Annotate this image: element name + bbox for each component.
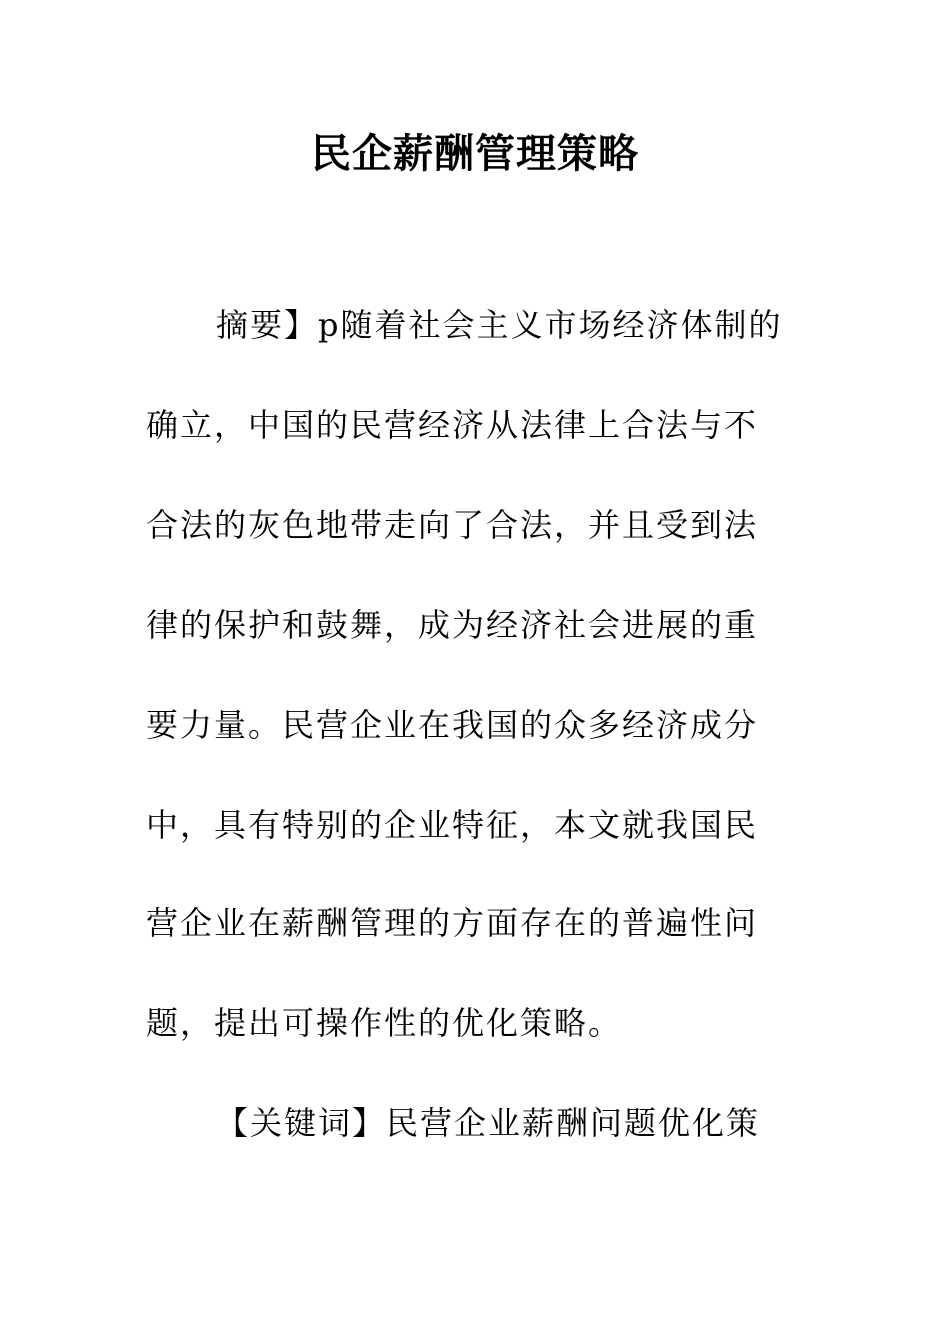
- abstract-line-3: 合法的灰色地带走向了合法，并且受到法: [146, 506, 759, 544]
- abstract-line-2: 确立，中国的民营经济从法律上合法与不: [146, 406, 759, 444]
- abstract-line-8: 题，提出可操作性的优化策略。: [146, 1004, 623, 1042]
- abstract-line-7: 营企业在薪酬管理的方面存在的普遍性问: [146, 904, 759, 942]
- keywords-line: 【关键词】民营企业薪酬问题优化策: [216, 1104, 761, 1142]
- abstract-line-1: 摘要】p随着社会主义市场经济体制的: [216, 306, 783, 344]
- abstract-line-5: 要力量。民营企业在我国的众多经济成分: [146, 706, 759, 744]
- abstract-line-6: 中，具有特别的企业特征，本文就我国民: [146, 806, 759, 844]
- document-title: 民企薪酬管理策略: [311, 131, 639, 177]
- abstract-line-4: 律的保护和鼓舞，成为经济社会进展的重: [146, 606, 759, 644]
